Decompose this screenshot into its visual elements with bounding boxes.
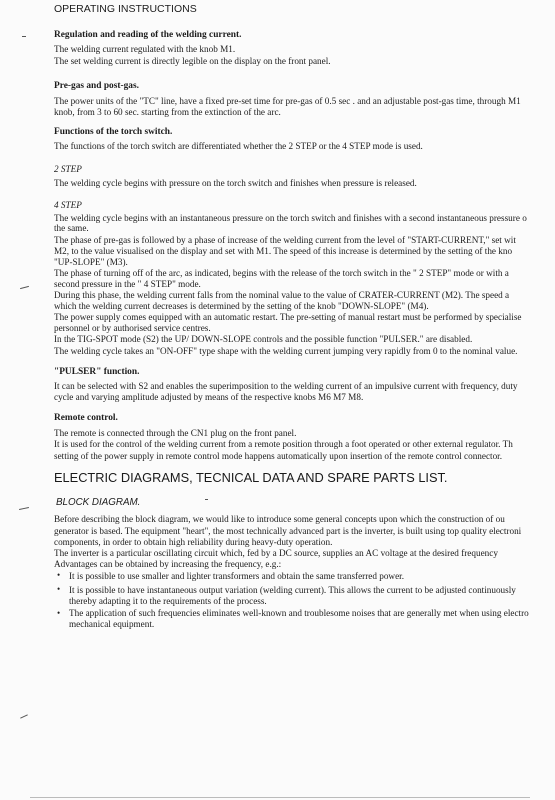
body-line: the same. <box>54 223 89 233</box>
body-line: personnel or by authorised service centres. <box>54 323 211 333</box>
margin-mark <box>30 797 530 798</box>
block-diagram-heading: BLOCK DIAGRAM. <box>56 497 141 508</box>
margin-mark <box>20 286 29 289</box>
body-line: The remote is connected through the CN1 plug on the front panel. <box>54 428 297 438</box>
body-line: generator is based. The equipment "heart", the most technically advanced part is the inverter, is built using top quality electroni <box>54 526 522 536</box>
body-line: second pressure in the " 4 STEP" mode. <box>54 279 201 289</box>
section-heading: 2 STEP <box>54 164 82 174</box>
section-heading: "PULSER" function. <box>54 367 140 377</box>
body-line: which the welding current decreases is determined by the setting of the knob "DOWN-SLOPE" (M4). <box>54 301 429 311</box>
bullet-icon: • <box>57 608 61 618</box>
margin-mark <box>22 36 26 37</box>
margin-mark <box>205 499 208 500</box>
section-heading: 4 STEP <box>54 200 82 210</box>
section-heading: Functions of the torch switch. <box>54 127 173 137</box>
bullet-icon: • <box>57 584 61 594</box>
body-line: It can be selected with S2 and enables the superimposition to the welding current of an impulsive current with frequency, duty <box>54 381 518 391</box>
bullet-line: It is possible to use smaller and lighter transformers and obtain the same transferred power. <box>69 571 404 581</box>
bullet-line: mechanical equipment. <box>69 619 155 629</box>
body-line: "UP-SLOPE" (M3). <box>54 257 128 267</box>
body-line: cycle and varying amplitude adjusted by means of the respective knobs M6 M7 M8. <box>54 392 364 402</box>
body-line: Advantages can be obtained by increasing the frequency, e.g.: <box>54 559 282 569</box>
body-line: The welding current regulated with the knob M1. <box>54 44 236 54</box>
section-heading: Remote control. <box>54 413 118 423</box>
body-line: During this phase, the welding current falls from the nominal value to the value of CRATER-CURRENT (M2). The speed a <box>54 290 510 300</box>
body-line: setting of the power supply in remote control mode happens automatically upon insertion of the remote control connector. <box>54 451 503 461</box>
body-line: The power units of the "TC" line, have a fixed pre-set time for pre-gas of 0.5 sec . and an adjustable post-gas time, through M1 <box>54 96 521 106</box>
body-line: knob, from 3 to 60 sec. starting from the extinction of the arc. <box>54 107 281 117</box>
electric-section-title: ELECTRIC DIAGRAMS, TECNICAL DATA AND SPARE PARTS LIST. <box>54 470 448 485</box>
margin-mark <box>19 507 29 510</box>
body-line: In the TIG-SPOT mode (S2) the UP/ DOWN-SLOPE controls and the possible function "PULSER." are disabled. <box>54 334 473 344</box>
margin-mark <box>20 714 28 718</box>
body-line: Before describing the block diagram, we would like to introduce some general concepts upon which the construction of ou <box>54 514 505 524</box>
page-title: OPERATING INSTRUCTIONS <box>54 3 197 15</box>
body-line: M2, to the value visualised on the display and set with M1. The speed of this increase is determined by the setting of the kno <box>54 246 513 256</box>
body-line: components, in order to obtain high reliability during heavy-duty operation. <box>54 537 333 547</box>
body-line: The phase of pre-gas is followed by a phase of increase of the welding current from the level of "START-CURRENT," set wit <box>54 235 516 245</box>
body-line: The inverter is a particular oscillating circuit which, fed by a DC source, supplies an AC voltage at the desired frequency <box>54 548 498 558</box>
body-line: It is used for the control of the welding current from a remote position through a foot operated or other external regulator. Th <box>54 439 513 449</box>
bullet-icon: • <box>57 570 61 580</box>
body-line: The welding cycle takes an "ON-OFF" type shape with the welding current jumping very rapidly from 0 to the nominal value. <box>54 346 518 356</box>
bullet-line: The application of such frequencies eliminates well-known and troublesome noises that are generally met when using electro <box>69 608 529 618</box>
bullet-line: thereby adapting it to the requirements of the process. <box>69 596 267 606</box>
section-heading: Pre-gas and post-gas. <box>54 81 139 91</box>
body-line: The power supply comes equipped with an automatic restart. The pre-setting of manual restart must be performed by specialise <box>54 312 522 322</box>
body-line: The welding cycle begins with an instantaneous pressure on the torch switch and finishes with a second instantaneous pressure o <box>54 213 527 223</box>
body-line: The functions of the torch switch are differentiated whether the 2 STEP or the 4 STEP mode is used. <box>54 141 423 151</box>
section-heading: Regulation and reading of the welding current. <box>54 30 242 40</box>
bullet-line: It is possible to have instantaneous output variation (welding current). This allows the current to be adjusted continuously <box>69 585 516 595</box>
body-line: The set welding current is directly legible on the display on the front panel. <box>54 56 331 66</box>
body-line: The welding cycle begins with pressure on the torch switch and finishes when pressure is released. <box>54 178 417 188</box>
body-line: The phase of turning off of the arc, as indicated, begins with the release of the torch switch in the " 2 STEP" mode or with a <box>54 268 509 278</box>
